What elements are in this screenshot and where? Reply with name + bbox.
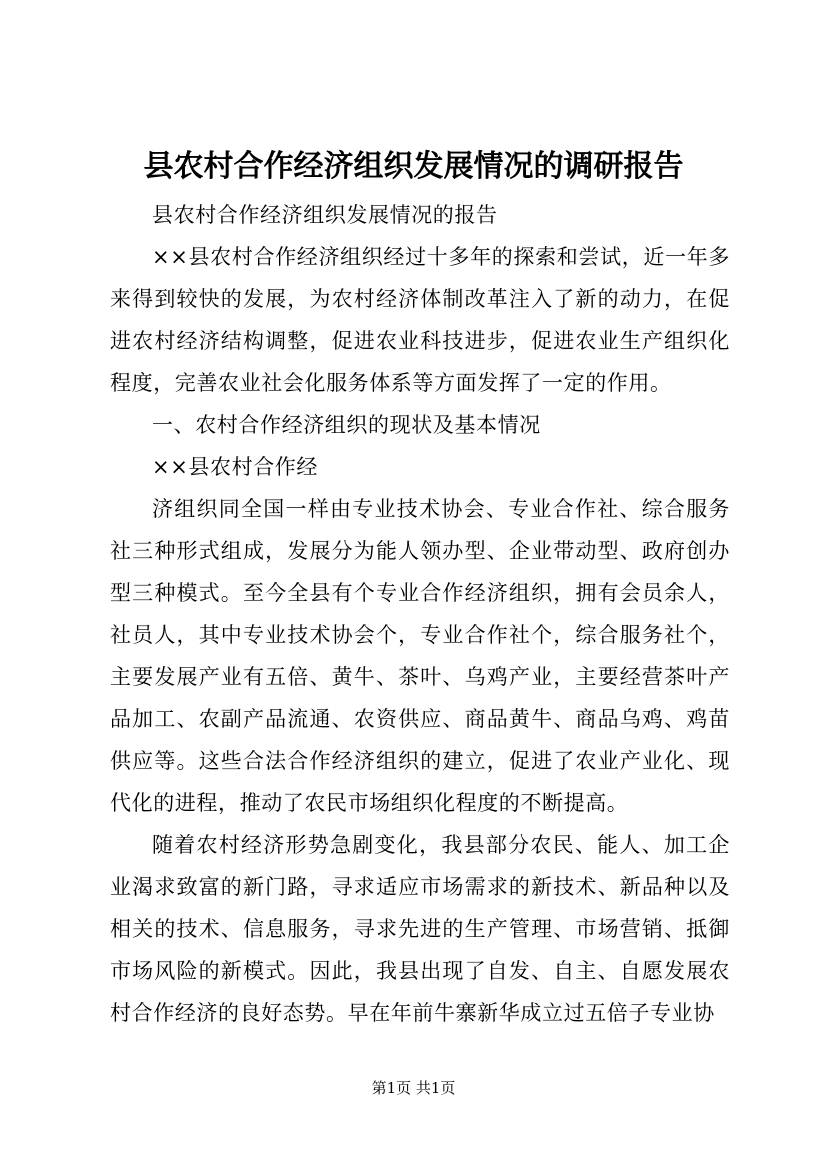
paragraph-fragment: ××县农村合作经 (152, 455, 318, 479)
page-footer: 第1页 共1页 (371, 1079, 456, 1097)
paragraph-subtitle: 县农村合作经济组织发展情况的报告 (152, 203, 498, 227)
paragraph-intro: ××县农村合作经济组织经过十多年的探索和尝试，近一年多来得到较快的发展，为农村经济体制改革注入了新的动力，在促进农村经济结构调整，促进农业科技进步，促进农业生产组织化程度，完善农业社会化服务体系等方面发挥了一定的作用。 (110, 245, 730, 395)
document-body (110, 194, 730, 1034)
section-heading: 一、农村合作经济组织的现状及基本情况 (152, 413, 541, 437)
paragraph-status: 济组织同全国一样由专业技术协会、专业合作社、综合服务社三种形式组成，发展分为能人领办型、企业带动型、政府创办型三种模式。至今全县有个专业合作经济组织，拥有会员余人，社员人，其中专业技术协会个，专业合作社个，综合服务社个，主要发展产业有五倍、黄牛、茶叶、乌鸡产业，主要经营茶叶产品加工、农副产品流通、农资供应、商品黄牛、商品乌鸡、鸡苗供应等。这些合法合作经济组织的建立，促进了农业产业化、现代化的进程，推动了农民市场组织化程度的不断提高。 (110, 497, 730, 815)
paragraph-development: 随着农村经济形势急剧变化，我县部分农民、能人、加工企业渴求致富的新门路，寻求适应市场需求的新技术、新品种以及相关的技术、信息服务，寻求先进的生产管理、市场营销、抵御市场风险的新模式。因此，我县出现了自发、自主、自愿发展农村合作经济的良好态势。早在年前牛寨新华成立过五倍子专业协 (110, 833, 730, 1025)
document-title: 县农村合作经济组织发展情况的调研报告 (143, 149, 684, 184)
